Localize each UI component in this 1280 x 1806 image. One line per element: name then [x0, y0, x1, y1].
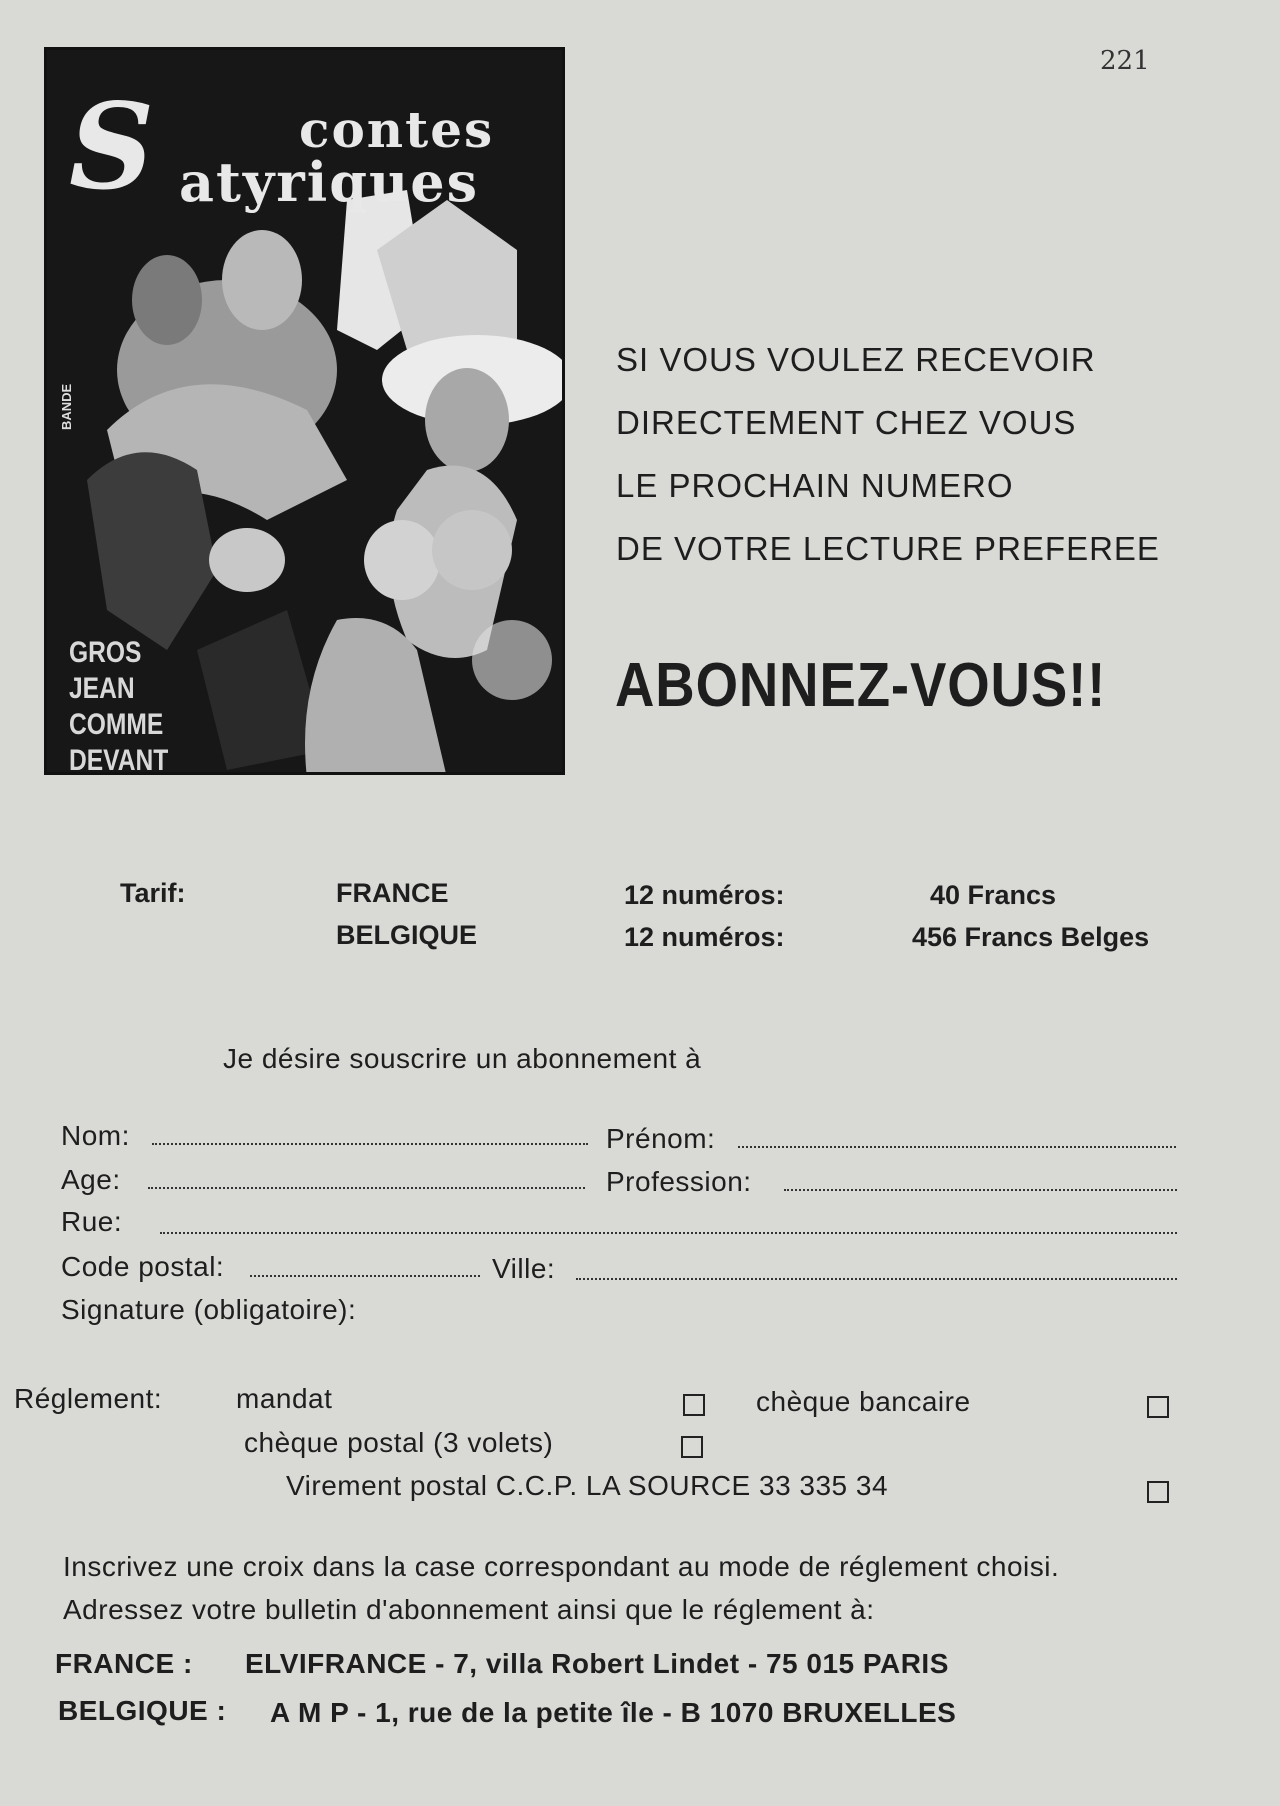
logo-word-1: contes	[299, 100, 495, 159]
tarif-price: 40 Francs	[930, 880, 1057, 910]
address-text: A M P - 1, rue de la petite île - B 1070 BRUXELLES	[270, 1697, 957, 1728]
rue-field[interactable]	[160, 1232, 1177, 1234]
tarif-country: FRANCE	[336, 878, 449, 908]
form-intro: Je désire souscrire un abonnement à	[223, 1043, 702, 1074]
cheque-bancaire-checkbox[interactable]	[1147, 1396, 1169, 1418]
cover-subtitle-line: COMME	[69, 708, 164, 741]
profession-label: Profession:	[606, 1166, 752, 1197]
logo-word-2: atyriques	[179, 150, 480, 214]
age-field[interactable]	[148, 1187, 585, 1189]
promo-line: SI VOUS VOULEZ RECEVOIR	[616, 341, 1096, 378]
mandat-checkbox[interactable]	[683, 1394, 705, 1416]
tarif-price: 456 Francs Belges	[912, 922, 1150, 952]
virement-label: Virement postal C.C.P. LA SOURCE 33 335 34	[286, 1470, 889, 1501]
cheque-bancaire-label: chèque bancaire	[756, 1386, 971, 1417]
logo-initial: S	[69, 77, 155, 216]
promo-text	[616, 328, 1160, 580]
nom-label: Nom:	[61, 1120, 130, 1151]
instruction-line-1: Inscrivez une croix dans la case correspondant au mode de réglement choisi.	[63, 1551, 1060, 1582]
promo-line: DIRECTEMENT CHEZ VOUS	[616, 404, 1077, 441]
instruction-line-2: Adressez votre bulletin d'abonnement ainsi que le réglement à:	[63, 1594, 875, 1625]
prenom-field[interactable]	[738, 1146, 1176, 1148]
cover-subtitle-line: JEAN	[69, 672, 135, 705]
code-postal-label: Code postal:	[61, 1251, 225, 1282]
profession-field[interactable]	[784, 1189, 1177, 1191]
cover-subtitle	[69, 635, 190, 775]
reglement-label: Réglement:	[14, 1383, 163, 1414]
promo-line: LE PROCHAIN NUMERO	[616, 467, 1014, 504]
address-text: ELVIFRANCE - 7, villa Robert Lindet - 75 015 PARIS	[245, 1648, 949, 1679]
nom-field[interactable]	[152, 1143, 588, 1145]
mandat-label: mandat	[236, 1383, 333, 1414]
virement-checkbox[interactable]	[1147, 1481, 1169, 1503]
address-country: BELGIQUE :	[58, 1695, 227, 1726]
cover-side-label: BANDE	[59, 383, 74, 430]
cheque-postal-checkbox[interactable]	[681, 1436, 703, 1458]
magazine-cover	[44, 47, 565, 775]
tarif-issues: 12 numéros:	[624, 922, 785, 952]
age-label: Age:	[61, 1164, 121, 1195]
tarif-issues: 12 numéros:	[624, 880, 785, 910]
headline: ABONNEZ-VOUS!!	[615, 651, 1107, 720]
ville-field[interactable]	[576, 1278, 1177, 1280]
tarif-country: BELGIQUE	[336, 920, 478, 950]
signature-label: Signature (obligatoire):	[61, 1294, 357, 1325]
code-postal-field[interactable]	[250, 1275, 480, 1277]
promo-line: DE VOTRE LECTURE PREFEREE	[616, 530, 1160, 567]
cheque-postal-label: chèque postal (3 volets)	[244, 1427, 554, 1458]
cover-subtitle-line: GROS	[69, 636, 142, 669]
rue-label: Rue:	[61, 1206, 123, 1237]
cover-logo	[69, 77, 539, 238]
prenom-label: Prénom:	[606, 1123, 716, 1154]
address-country: FRANCE :	[55, 1648, 193, 1679]
cover-subtitle-line: DEVANT	[69, 744, 169, 775]
tarif-label: Tarif:	[120, 878, 186, 908]
page-number: 221	[1100, 46, 1150, 76]
ville-label: Ville:	[492, 1253, 556, 1284]
